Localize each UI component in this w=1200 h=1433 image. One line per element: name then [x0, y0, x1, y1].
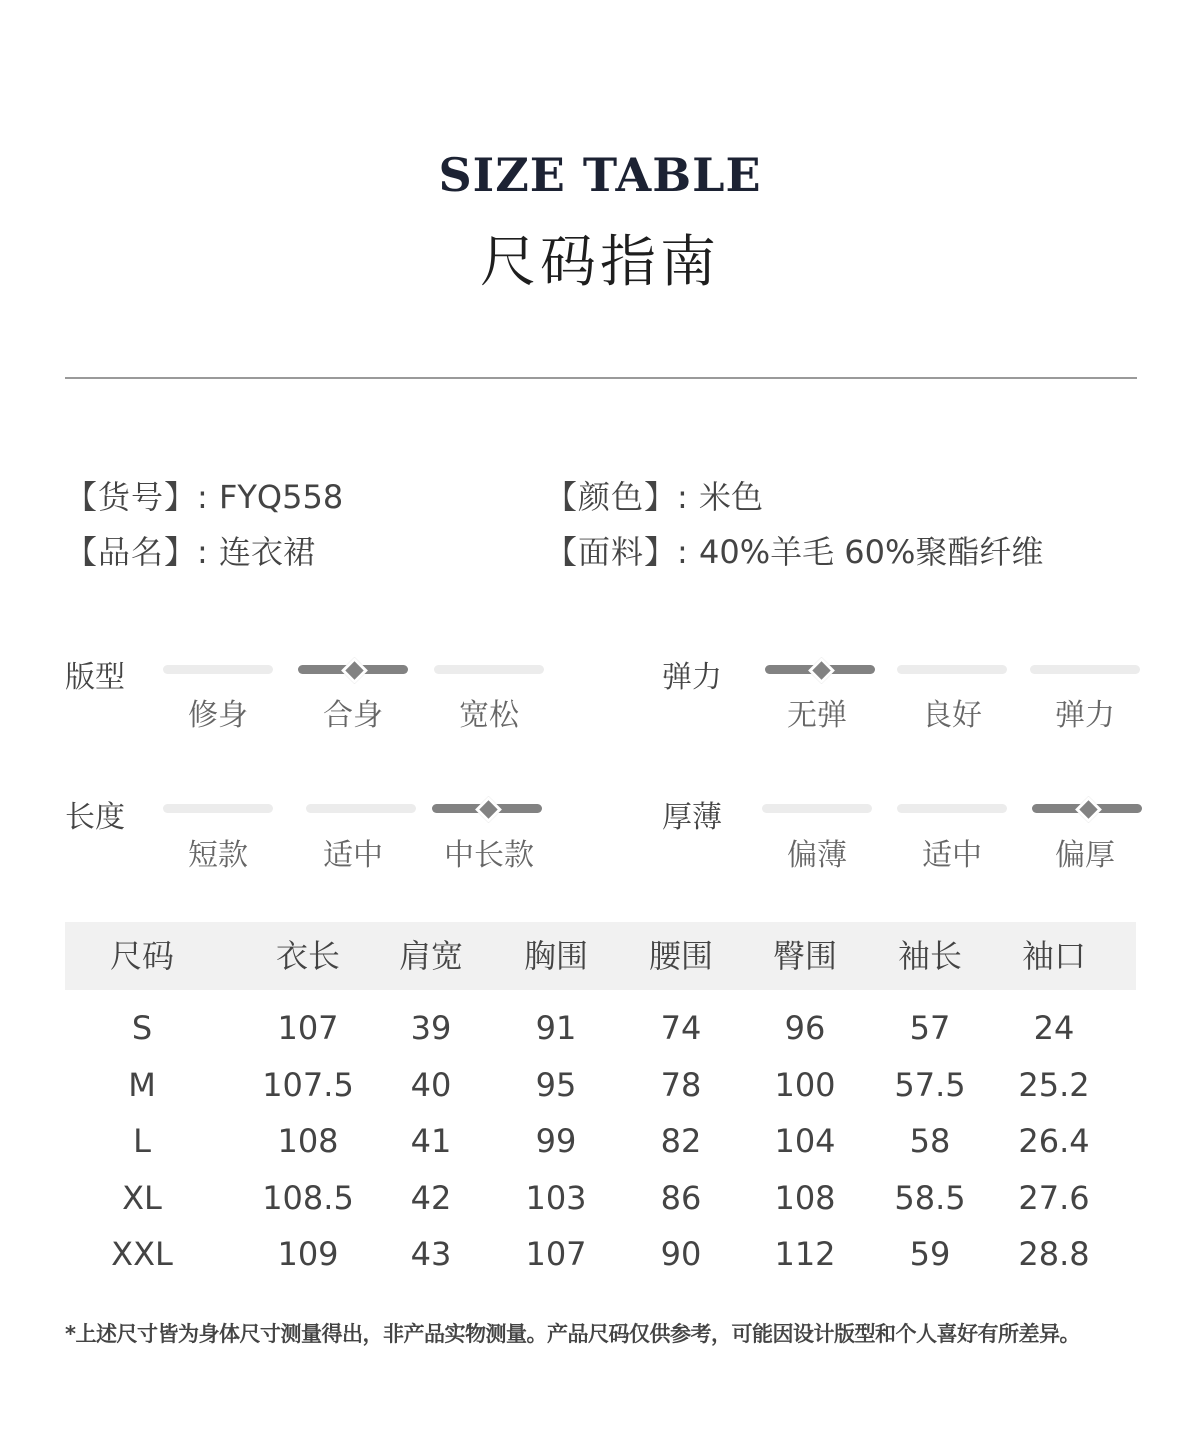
- measure-cell: 24: [1033, 1009, 1075, 1047]
- item-no-value: FYQ558: [218, 478, 344, 516]
- measure-cell: 86: [660, 1178, 702, 1217]
- table-row: [0, 1170, 1200, 1226]
- measure-cell: 59: [909, 1235, 951, 1273]
- attribute-label: 厚薄: [662, 800, 722, 835]
- measure-cell: 107: [277, 1009, 339, 1047]
- scale-track: [897, 804, 1007, 813]
- measure-cell: 107.5: [262, 1065, 354, 1104]
- measure-cell: 104: [774, 1122, 836, 1160]
- fabric-value: 40%羊毛 60%聚酯纤维: [698, 533, 1044, 571]
- header-chest: 胸围: [523, 937, 588, 975]
- size-cell: S: [131, 1009, 153, 1047]
- scale-marker-icon: [475, 796, 502, 823]
- scale-track-selected: [765, 665, 875, 674]
- measure-cell: 78: [660, 1065, 702, 1104]
- scale-track-selected: [298, 665, 408, 674]
- scale-option-label: 适中: [922, 838, 982, 873]
- table-row: [0, 1226, 1200, 1282]
- name-label: 【品名】:: [65, 533, 209, 571]
- measure-cell: 58.5: [894, 1178, 966, 1217]
- scale-marker-icon: [1075, 796, 1102, 823]
- header-sleeve: 袖长: [897, 937, 962, 975]
- scale-track: [306, 804, 416, 813]
- measure-cell: 100: [774, 1065, 836, 1104]
- measure-cell: 96: [784, 1009, 826, 1047]
- title-english: SIZE TABLE: [438, 148, 762, 202]
- info-color: [545, 472, 763, 518]
- attribute-label: 版型: [65, 660, 125, 695]
- fabric-label: 【面料】:: [545, 533, 689, 571]
- scale-track-selected: [1032, 804, 1142, 813]
- measure-cell: 91: [535, 1009, 577, 1047]
- table-row: [0, 1057, 1200, 1113]
- header-waist: 腰围: [648, 937, 713, 975]
- scale-option-label: 适中: [323, 838, 383, 873]
- scale-marker-icon: [808, 657, 835, 684]
- scale-option-label: 无弹: [787, 698, 847, 733]
- table-row: [0, 1113, 1200, 1169]
- measure-cell: 108: [774, 1178, 836, 1217]
- measure-cell: 42: [410, 1178, 452, 1217]
- measure-cell: 27.6: [1018, 1178, 1090, 1217]
- color-label: 【颜色】:: [545, 478, 689, 516]
- measure-cell: 57: [909, 1009, 951, 1047]
- measure-cell: 39: [410, 1009, 452, 1047]
- size-cell: M: [128, 1065, 156, 1104]
- measure-cell: 43: [410, 1235, 452, 1273]
- title-chinese: 尺码指南: [480, 230, 720, 295]
- header-size: 尺码: [109, 937, 174, 975]
- header-hip: 臀围: [772, 937, 837, 975]
- info-fabric: [545, 527, 1043, 573]
- scale-track: [1030, 665, 1140, 674]
- scale-track-selected: [432, 804, 542, 813]
- scale-track: [762, 804, 872, 813]
- info-item-no: [65, 472, 343, 518]
- scale-option-label: 偏薄: [787, 838, 847, 873]
- name-value: 连衣裙: [218, 533, 315, 571]
- measure-cell: 74: [660, 1009, 702, 1047]
- header-shoulder: 肩宽: [398, 937, 463, 975]
- scale-track: [163, 665, 273, 674]
- scale-option-label: 良好: [922, 698, 982, 733]
- size-table-header: [65, 922, 1136, 990]
- attribute-label: 长度: [65, 800, 125, 835]
- measure-cell: 58: [909, 1122, 951, 1160]
- attribute-label: 弹力: [662, 660, 722, 695]
- item-no-label: 【货号】:: [65, 478, 209, 516]
- measure-cell: 25.2: [1018, 1065, 1090, 1104]
- scale-option-label: 弹力: [1055, 698, 1115, 733]
- table-row: [0, 1000, 1200, 1056]
- measure-cell: 109: [277, 1235, 339, 1273]
- size-cell: XXL: [111, 1235, 173, 1273]
- scale-option-label: 偏厚: [1055, 838, 1115, 873]
- disclaimer-note: *上述尺寸皆为身体尺寸测量得出，非产品实物测量。产品尺码仅供参考，可能因设计版型和个人喜好有所差异。: [65, 1322, 1080, 1346]
- divider: [65, 377, 1137, 379]
- measure-cell: 28.8: [1018, 1235, 1090, 1273]
- scale-option-label: 宽松: [459, 698, 519, 733]
- header-length: 衣长: [275, 937, 340, 975]
- size-cell: XL: [122, 1178, 162, 1217]
- measure-cell: 108: [277, 1122, 339, 1160]
- measure-cell: 99: [535, 1122, 577, 1160]
- scale-option-label: 短款: [188, 838, 248, 873]
- header-cuff: 袖口: [1021, 937, 1086, 975]
- measure-cell: 26.4: [1018, 1122, 1090, 1160]
- scale-track: [163, 804, 273, 813]
- scale-track: [434, 665, 544, 674]
- measure-cell: 40: [410, 1065, 452, 1104]
- info-name: [65, 527, 315, 573]
- measure-cell: 112: [774, 1235, 836, 1273]
- scale-track: [897, 665, 1007, 674]
- measure-cell: 108.5: [262, 1178, 354, 1217]
- scale-option-label: 中长款: [444, 838, 534, 873]
- scale-option-label: 合身: [323, 698, 383, 733]
- measure-cell: 57.5: [894, 1065, 966, 1104]
- scale-option-label: 修身: [188, 698, 248, 733]
- measure-cell: 41: [410, 1122, 452, 1160]
- scale-marker-icon: [341, 657, 368, 684]
- measure-cell: 82: [660, 1122, 702, 1160]
- measure-cell: 95: [535, 1065, 577, 1104]
- color-value: 米色: [698, 478, 763, 516]
- measure-cell: 107: [525, 1235, 587, 1273]
- measure-cell: 90: [660, 1235, 702, 1273]
- size-cell: L: [133, 1122, 151, 1160]
- measure-cell: 103: [525, 1178, 587, 1217]
